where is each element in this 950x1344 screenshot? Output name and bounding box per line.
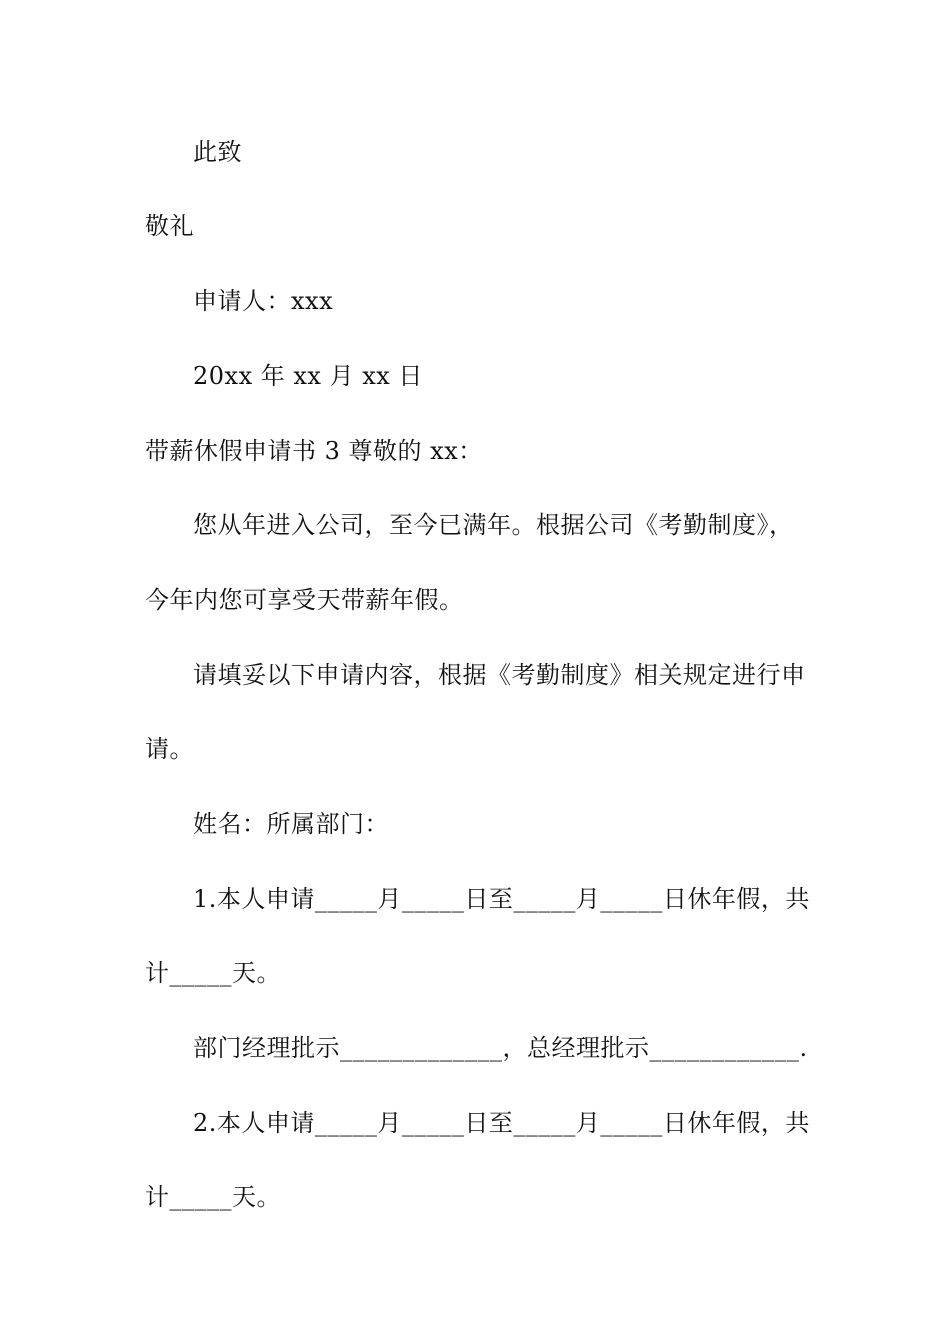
approval-line: 部门经理批示_____________，总经理批示____________. — [193, 1034, 808, 1062]
paragraph-line: 请。 — [145, 735, 194, 763]
application-item-1-days: 计_____天。 — [145, 959, 281, 987]
applicant-line: 申请人：xxx — [193, 287, 334, 315]
application-item-2: 2.本人申请_____月_____日至_____月_____日休年假，共 — [193, 1109, 810, 1137]
respect-closing: 敬礼 — [145, 212, 194, 240]
name-department-line: 姓名：所属部门： — [193, 810, 389, 838]
application-item-1: 1.本人申请_____月_____日至_____月_____日休年假，共 — [193, 885, 810, 913]
closing-salutation: 此致 — [193, 138, 242, 166]
section-heading: 带薪休假申请书 3 尊敬的 xx： — [145, 437, 483, 465]
date-line: 20xx 年 xx 月 xx 日 — [193, 362, 423, 390]
application-item-2-days: 计_____天。 — [145, 1183, 281, 1211]
paragraph-line: 请填妥以下申请内容，根据《考勤制度》相关规定进行申 — [193, 661, 806, 689]
paragraph-line: 您从年进入公司，至今已满年。根据公司《考勤制度》， — [193, 511, 794, 539]
paragraph-line: 今年内您可享受天带薪年假。 — [145, 586, 464, 614]
